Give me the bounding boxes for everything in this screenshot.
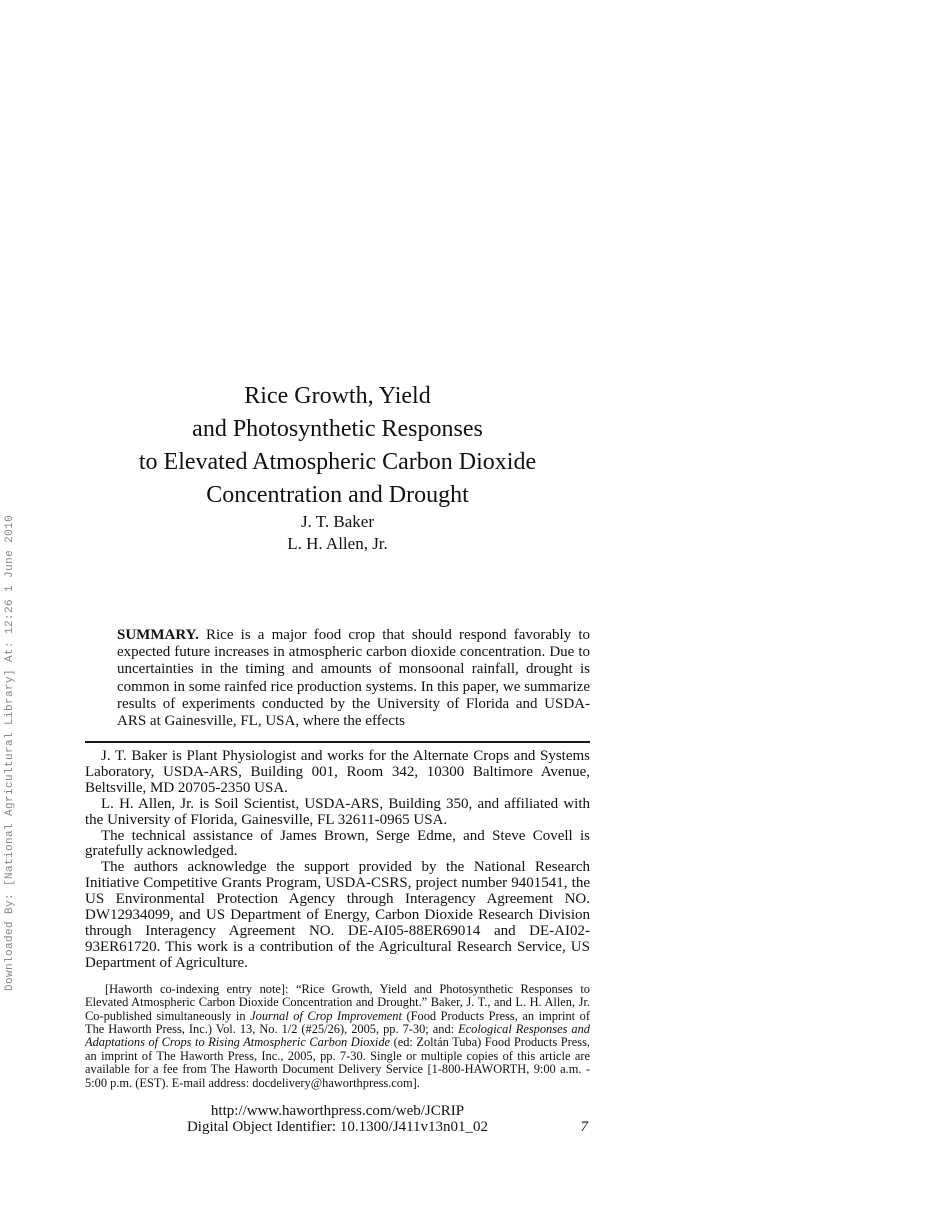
- note-text: [Haworth co-indexing entry note]: “Rice Growth, Yield and Photosynthetic Responses to Elevated Atmospheric Carbon Dioxide Concentration and Drought.” Baker, J. T., and L. H. Allen, Jr. Co-published simultaneously in: [85, 981, 590, 1023]
- coindexing-note: [85, 983, 590, 1090]
- book-title: Ecological Responses and Adaptations of Crops to Rising Atmospheric Carbon Dioxide: [85, 1021, 590, 1050]
- summary-block: [117, 627, 590, 730]
- title-line: and Photosynthetic Responses: [192, 416, 483, 443]
- footnotes: [85, 749, 590, 972]
- title-line: Concentration and Drought: [206, 482, 469, 509]
- note-text: (Food Products Press, an imprint of The Haworth Press, Inc.) Vol. 13, No. 1/2 (#25/26), 2005, pp. 7-30; and:: [85, 1008, 591, 1036]
- download-watermark: Downloaded By: [National Agricultural Library] At: 12:26 1 June 2010: [4, 514, 16, 991]
- summary-text: Rice is a major food crop that should respond favorably to expected future increases in atmospheric carbon dioxide concentration. Due to uncertainties in the timing and amounts of monsoonal rainfall, drought is common in some rainfed rice production systems. In this paper, we summarize results of experiments conducted by the University of Florida and USDA-ARS at Gainesville, FL, USA, where the effects: [117, 627, 590, 730]
- page-number: 7: [580, 1119, 588, 1136]
- note-text: (ed: Zoltán Tuba) Food Products Press, an imprint of The Haworth Press, Inc., 2005, pp. 7-30. Single or multiple copies of this article are available for a fee from The Haworth Document Delivery Service [1-800-HAWORTH, 9:00 a.m. - 5:00 p.m. (EST). E-mail address: docdelivery@haworthpress.com].: [85, 1035, 590, 1090]
- footer-url: http://www.haworthpress.com/web/JCRIP: [210, 1102, 465, 1119]
- footnote-paragraph: The authors acknowledge the support provided by the National Research Initiative Competitive Grants Program, USDA-CSRS, project number 9401541, the US Environmental Protection Agency through Interagency Agreement NO. DW12934099, and US Department of Energy, Carbon Dioxide Research Division through Interagency Agreement NO. DE-AI05-88ER69014 and DE-AI02-93ER61720. This work is a contribution of the Agricultural Research Service, US Department of Agriculture.: [85, 859, 590, 971]
- footnote-paragraph: L. H. Allen, Jr. is Soil Scientist, USDA-ARS, Building 350, and affiliated with the University of Florida, Gainesville, FL 32611-0965 USA.: [85, 795, 590, 828]
- footnote-section: [85, 741, 590, 1136]
- article-title: [85, 380, 590, 512]
- footer-doi: Digital Object Identifier: 10.1300/J411v13n01_02: [186, 1119, 489, 1136]
- footnote-paragraph: J. T. Baker is Plant Physiologist and works for the Alternate Crops and Systems Laboratory, USDA-ARS, Building 001, Room 342, 10300 Baltimore Avenue, Beltsville, MD 20705-2350 USA.: [85, 748, 590, 796]
- journal-title: Journal of Crop Improvement: [250, 1008, 402, 1023]
- text-column: [85, 0, 590, 1232]
- author-name: L. H. Allen, Jr.: [287, 534, 388, 553]
- author-name: J. T. Baker: [300, 512, 375, 531]
- summary-label: SUMMARY.: [117, 627, 199, 643]
- footer-block: [85, 1103, 590, 1136]
- title-line: to Elevated Atmospheric Carbon Dioxide: [138, 449, 537, 476]
- footnote-paragraph: The technical assistance of James Brown, Serge Edme, and Steve Covell is gratefully acknowledged.: [85, 827, 590, 860]
- title-line: Rice Growth, Yield: [244, 383, 431, 410]
- authors-block: [85, 511, 590, 555]
- footnote-divider: [85, 741, 590, 743]
